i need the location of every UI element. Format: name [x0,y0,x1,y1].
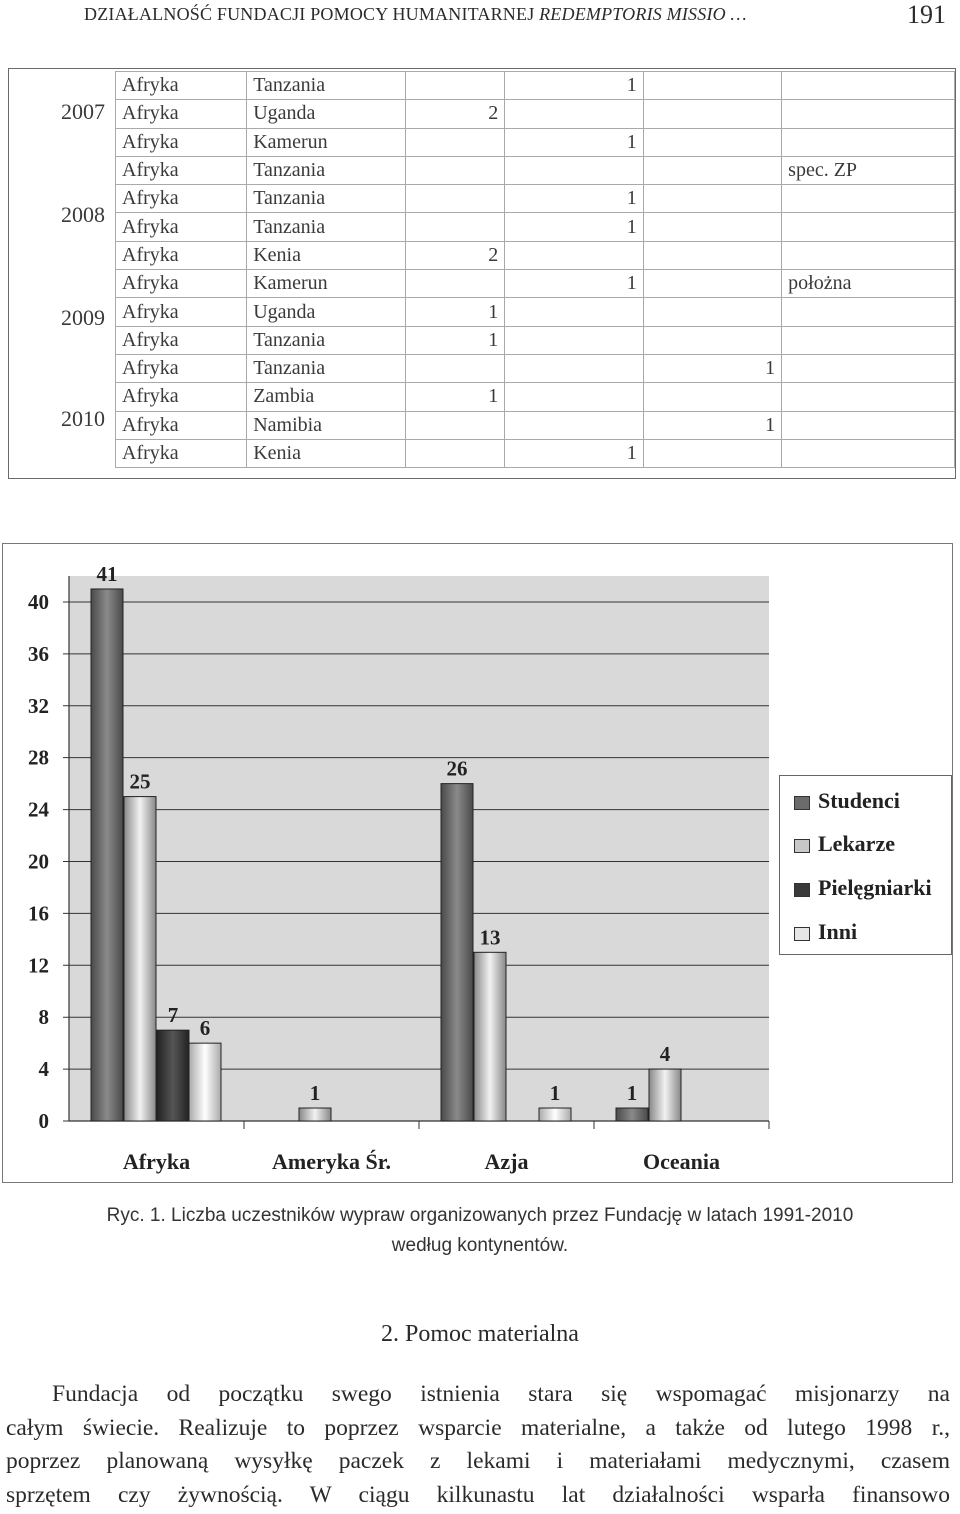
table-cell [406,72,505,100]
table-cell: 2 [406,100,505,128]
table-cell: Afryka [116,326,247,354]
legend-swatch [794,796,810,810]
table-cell: Tanzania [247,213,406,241]
y-tick-label: 8 [38,1005,49,1030]
legend-label: Lekarze [818,831,895,856]
table-cell [643,326,781,354]
participants-table-figure [8,68,956,479]
table-row [116,156,955,184]
bar [474,952,506,1121]
year-label: 2008 [61,202,105,227]
running-title-plain: DZIAŁALNOŚĆ FUNDACJI POMOCY HUMANITARNEJ [84,4,540,24]
participants-table [115,71,955,468]
table-row [116,411,955,439]
y-tick-label: 28 [28,745,49,770]
table-row [116,383,955,411]
table-cell: Kenia [247,241,406,269]
table-cell: Tanzania [247,354,406,382]
bar [189,1043,221,1121]
data-label: 1 [549,1081,561,1106]
running-header [0,0,960,40]
y-tick-label: 16 [28,901,49,926]
year-label: 2009 [61,305,105,330]
table-cell [505,100,643,128]
table-cell [505,156,643,184]
table-cell: Afryka [116,100,247,128]
table-row [116,270,955,298]
table-row [116,213,955,241]
table-cell: Afryka [116,270,247,298]
bar [441,784,473,1121]
participants-table-body [116,72,955,468]
table-cell: Namibia [247,411,406,439]
data-label: 13 [479,925,501,950]
running-title-italic: REDEMPTORIS MISSIO … [539,4,747,24]
table-cell [643,298,781,326]
x-category-label: Azja [484,1149,529,1174]
y-tick-label: 32 [28,693,49,718]
table-cell [406,156,505,184]
table-cell [643,383,781,411]
table-cell: Afryka [116,213,247,241]
chart-legend [779,775,952,955]
table-row [116,128,955,156]
body-paragraph [6,1378,950,1512]
legend-label: Inni [818,919,858,944]
year-label: 2007 [61,99,105,124]
table-cell [782,354,955,382]
legend-swatch [794,927,810,941]
table-cell: Kenia [247,439,406,467]
data-label: 4 [659,1042,671,1067]
table-cell: Afryka [116,185,247,213]
table-row [116,298,955,326]
body-line: poprzez planowaną wysyłkę paczek z lekami i materiałami medycznymi, czasem [6,1448,950,1474]
table-row [116,439,955,467]
table-cell: 1 [406,326,505,354]
table-cell [782,411,955,439]
data-label: 41 [96,561,118,586]
table-cell [782,298,955,326]
table-cell [505,241,643,269]
table-cell [782,213,955,241]
table-cell [406,439,505,467]
data-label: 25 [129,769,151,794]
table-cell [643,270,781,298]
table-cell: 1 [643,411,781,439]
bar [91,589,123,1121]
table-cell: 1 [643,354,781,382]
table-cell: Afryka [116,241,247,269]
table-row [116,100,955,128]
table-cell [406,213,505,241]
table-cell [406,185,505,213]
table-cell: Tanzania [247,72,406,100]
table-cell [643,72,781,100]
table-cell: 1 [406,383,505,411]
table-cell: położna [782,270,955,298]
table-cell: Tanzania [247,156,406,184]
running-title [84,4,747,25]
table-cell [782,241,955,269]
table-cell: 1 [505,72,643,100]
section-heading: 2. Pomoc materialna [381,1321,579,1347]
year-label: 2010 [61,406,105,431]
table-cell [782,383,955,411]
body-line: całym świecie. Realizuje to poprzez wsparcie materialne, a także od lutego 1998 r., [6,1414,950,1441]
table-cell: 1 [505,128,643,156]
table-row [116,241,955,269]
x-category-label: Afryka [122,1149,191,1174]
table-cell [643,185,781,213]
table-cell: 1 [505,439,643,467]
bar [124,797,156,1121]
figure-caption-line: według kontynentów. [391,1235,569,1256]
page-number: 191 [907,0,946,29]
table-row [116,185,955,213]
table-cell: Kamerun [247,128,406,156]
body-line: Fundacja od początku swego istnienia stara się wspomagać misjonarzy na [52,1381,950,1407]
table-cell [643,100,781,128]
bar [157,1030,189,1121]
y-tick-label: 40 [28,589,49,614]
bar [649,1069,681,1121]
table-cell: 2 [406,241,505,269]
table-cell [643,439,781,467]
data-label: 7 [167,1003,179,1028]
y-tick-label: 24 [28,797,49,822]
table-row [116,72,955,100]
table-cell [505,383,643,411]
table-cell: 1 [505,185,643,213]
body-line: sprzętem czy żywnością. W ciągu kilkunastu lat działalności wsparła finansowo [6,1481,950,1508]
table-cell: Afryka [116,439,247,467]
y-tick-label: 36 [28,641,49,666]
x-category-label: Ameryka Śr. [272,1149,391,1174]
table-row [116,354,955,382]
table-cell [782,128,955,156]
table-cell [505,411,643,439]
legend-swatch [794,883,810,897]
data-label: 6 [199,1016,211,1041]
table-cell [505,354,643,382]
table-cell [406,354,505,382]
legend-label: Studenci [818,788,900,813]
table-cell [505,326,643,354]
table-cell [406,128,505,156]
y-tick-label: 12 [28,953,49,978]
table-cell: Afryka [116,128,247,156]
data-label: 1 [309,1081,321,1106]
table-cell [643,213,781,241]
table-cell: Afryka [116,72,247,100]
legend-label: Pielęgniarki [818,875,932,900]
bar [299,1108,331,1121]
table-cell [643,128,781,156]
table-cell [782,326,955,354]
x-category-label: Oceania [643,1149,720,1174]
table-cell [782,439,955,467]
legend-swatch [794,839,810,853]
table-cell: 1 [406,298,505,326]
bar [539,1108,571,1121]
table-cell: Afryka [116,383,247,411]
data-label: 26 [446,756,468,781]
bar [616,1108,648,1121]
table-cell: Zambia [247,383,406,411]
table-cell: Uganda [247,298,406,326]
table-row [116,326,955,354]
figure-caption-line: Ryc. 1. Liczba uczestników wypraw organizowanych przez Fundację w latach 1991-2010 [106,1205,854,1226]
table-cell [643,241,781,269]
table-cell: Afryka [116,298,247,326]
table-cell: 1 [505,270,643,298]
table-cell: Tanzania [247,185,406,213]
data-label: 1 [626,1081,638,1106]
table-cell [406,270,505,298]
table-cell: Afryka [116,411,247,439]
table-cell [505,298,643,326]
table-cell: 1 [505,213,643,241]
y-tick-label: 20 [28,849,49,874]
table-cell: Afryka [116,354,247,382]
table-cell [643,156,781,184]
bar-chart [2,543,953,1183]
table-cell: Afryka [116,156,247,184]
y-tick-label: 4 [38,1057,49,1082]
y-tick-label: 0 [38,1109,49,1133]
table-cell: Uganda [247,100,406,128]
table-cell: Kamerun [247,270,406,298]
table-cell: Tanzania [247,326,406,354]
table-cell: spec. ZP [782,156,955,184]
table-cell [782,72,955,100]
table-cell [782,185,955,213]
table-cell [406,411,505,439]
table-cell [782,100,955,128]
